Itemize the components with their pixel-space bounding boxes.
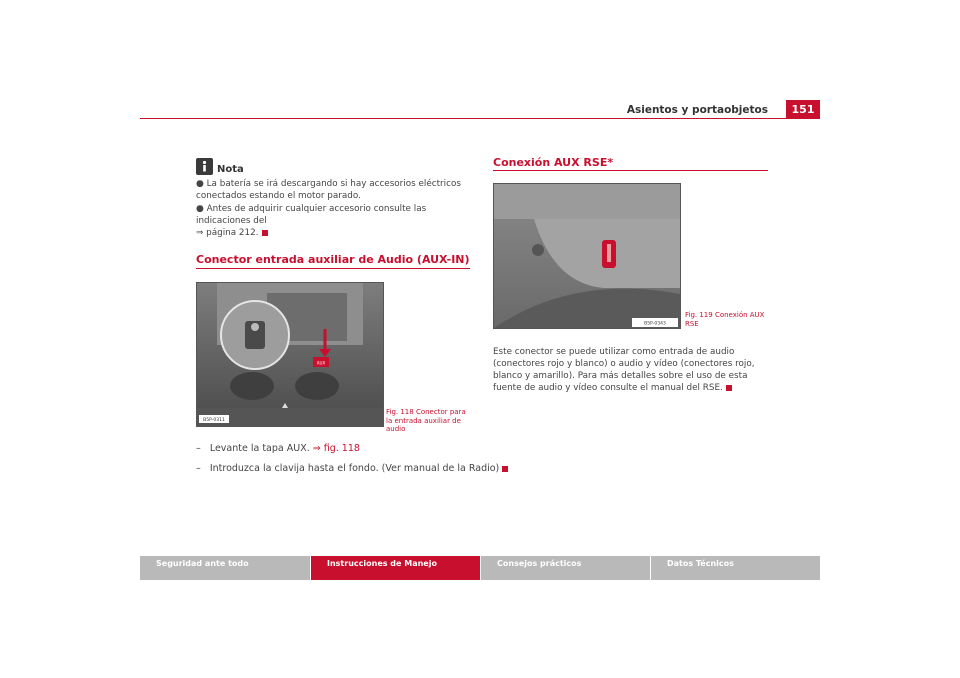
note-bullet-1 xyxy=(196,178,471,202)
note-bullet-2-text: Antes de adquirir cualquier accesorio consulte las indicaciones del xyxy=(196,204,427,226)
figure-119-caption: Fig. 119 Conexión AUX RSE xyxy=(685,311,765,328)
step-1 xyxy=(196,443,360,454)
step-2 xyxy=(196,463,508,474)
figure-119-photo xyxy=(493,183,681,329)
note-label: Nota xyxy=(217,164,244,175)
section-rule xyxy=(493,170,768,171)
rse-paragraph-text: Este conector se puede utilizar como entrada de audio (conectores rojo y blanco) o audio y vídeo (conectores rojo, blanco y amarillo). Para más detalles sobre el uso de esta fuente de audio y vídeo consulte el manual del RSE. xyxy=(493,347,755,393)
step-dash: – xyxy=(196,463,207,474)
footer-tab-seguridad[interactable]: Seguridad ante todo xyxy=(140,556,310,580)
figure-119-code: B5P-0343 xyxy=(644,321,666,327)
end-square-icon xyxy=(726,385,732,391)
footer-tab-datos[interactable]: Datos Técnicos xyxy=(651,556,820,580)
header-rule xyxy=(140,118,820,119)
figure-118-caption: Fig. 118 Conector para la entrada auxiliar de audio xyxy=(386,408,466,433)
fig-118-link[interactable]: ⇒ fig. 118 xyxy=(312,443,360,454)
aux-label-text: AUX xyxy=(316,360,326,366)
footer-tab-consejos[interactable]: Consejos prácticos xyxy=(481,556,650,580)
rse-paragraph xyxy=(493,346,769,394)
end-square-icon xyxy=(262,230,268,236)
note-bullet-2 xyxy=(196,203,471,239)
footer-tab-instrucciones[interactable]: Instrucciones de Manejo xyxy=(311,556,480,580)
page-header-title: Asientos y portaobjetos xyxy=(626,104,768,116)
note-page-link[interactable]: ⇒ página 212. xyxy=(196,228,259,238)
page-number: 151 xyxy=(786,100,820,119)
figure-118-photo xyxy=(196,282,384,427)
section-title-rse: Conexión AUX RSE* xyxy=(493,156,614,169)
step-dash: – xyxy=(196,443,207,454)
footer-nav xyxy=(140,556,820,580)
note-info-icon xyxy=(196,158,213,175)
bullet-dot: ● xyxy=(196,179,204,189)
step-2-text: Introduzca la clavija hasta el fondo. (Ver manual de la Radio) xyxy=(209,463,500,474)
bullet-dot: ● xyxy=(196,204,204,214)
figure-118-code: B5P-0311 xyxy=(203,418,225,423)
section-rule xyxy=(196,268,470,269)
step-1-text: Levante la tapa AUX. xyxy=(209,443,310,454)
end-square-icon xyxy=(502,466,508,472)
note-bullet-1-text: La batería se irá descargando si hay accesorios eléctricos conectados estando el motor parado. xyxy=(196,179,461,201)
section-title-aux-in: Conector entrada auxiliar de Audio (AUX-IN) xyxy=(196,253,470,266)
